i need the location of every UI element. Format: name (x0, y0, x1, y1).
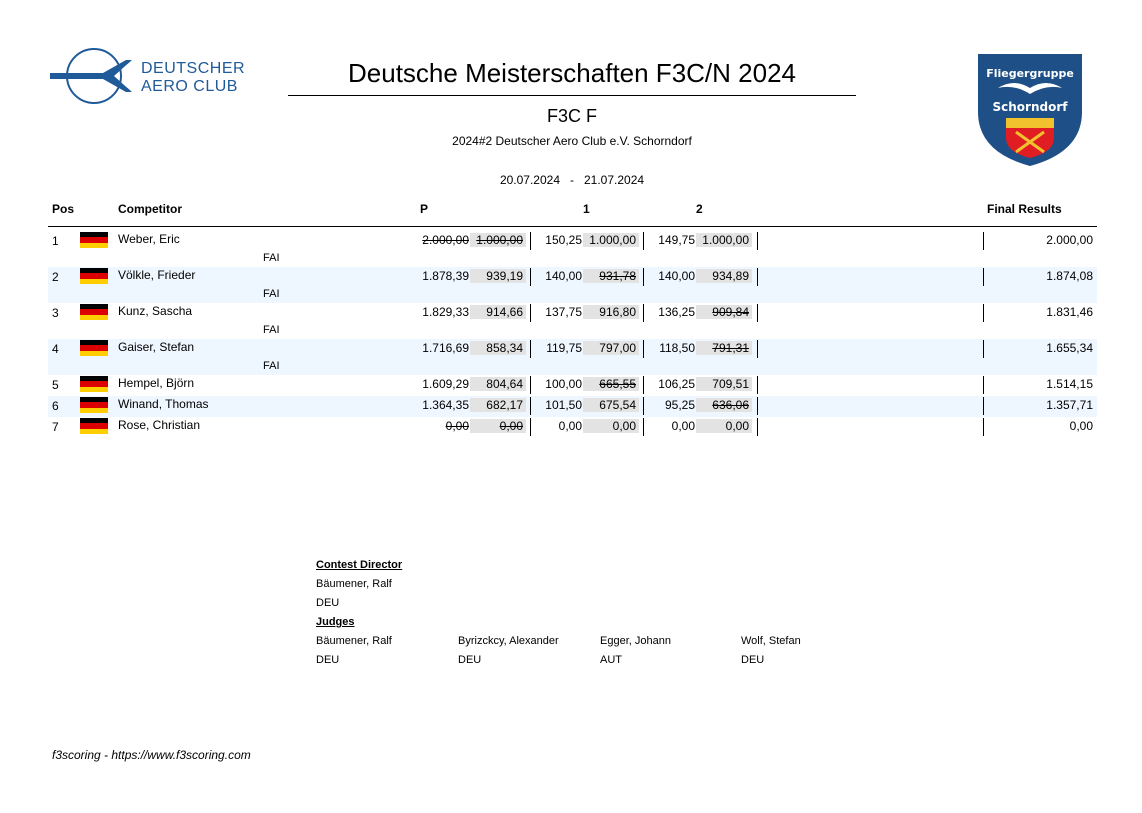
badge-line2: Schorndorf (992, 100, 1068, 114)
score-p-norm: 858,34 (470, 341, 526, 355)
column-separator (530, 418, 531, 436)
score-r1-raw: 119,75 (546, 341, 582, 355)
column-separator (530, 340, 531, 358)
dac-logo-line2: AERO CLUB (141, 78, 238, 95)
germany-flag-icon (80, 340, 108, 356)
score-r2-raw: 149,75 (658, 233, 695, 247)
table-row (48, 267, 1097, 303)
judge-name: Egger, Johann (600, 635, 671, 647)
score-p-norm: 0,00 (470, 419, 526, 433)
score-r1-raw: 140,00 (545, 269, 582, 283)
column-separator (757, 418, 758, 436)
column-separator (983, 397, 984, 415)
score-p-raw: 1.609,29 (422, 377, 469, 391)
position-cell: 3 (52, 306, 59, 320)
score-p-raw: 2.000,00 (422, 233, 469, 247)
score-p-norm: 1.000,00 (470, 233, 526, 247)
column-separator (983, 268, 984, 286)
score-final: 0,00 (1069, 419, 1093, 433)
col-header-round2: 2 (696, 202, 703, 216)
aero-club-emblem-icon (48, 46, 143, 106)
footer-credit: f3scoring - https://www.f3scoring.com (52, 748, 251, 762)
judge-country: AUT (600, 654, 622, 666)
judge-name: Wolf, Stefan (741, 635, 801, 647)
score-r1-norm: 1.000,00 (583, 233, 639, 247)
score-p-raw: 1.364,35 (422, 398, 469, 412)
table-row (48, 231, 1097, 267)
col-header-p: P (420, 202, 429, 216)
column-separator (643, 397, 644, 415)
competitor-name: Rose, Christian (118, 418, 201, 432)
score-p-raw: 1.878,39 (422, 269, 469, 283)
score-r1-raw: 150,25 (545, 233, 582, 247)
fai-label: FAI (263, 324, 280, 336)
competitor-name: Völkle, Frieder (118, 268, 196, 282)
germany-flag-icon (80, 232, 108, 248)
class-subtitle: F3C F (546, 106, 597, 126)
column-separator (757, 268, 758, 286)
position-cell: 4 (52, 342, 59, 356)
score-r1-raw: 101,50 (545, 398, 582, 412)
judge-country: DEU (316, 654, 340, 666)
judges-label: Judges (316, 616, 355, 628)
germany-flag-icon (80, 397, 108, 413)
column-separator (530, 268, 531, 286)
column-separator (643, 268, 644, 286)
col-header-pos: Pos (52, 202, 75, 216)
score-r2-norm: 909,84 (696, 305, 752, 319)
badge-line1: Fliegergruppe (986, 67, 1074, 80)
column-separator (757, 232, 758, 250)
competitor-name: Gaiser, Stefan (118, 340, 195, 354)
column-separator (530, 376, 531, 394)
score-p-raw: 1.716,69 (422, 341, 469, 355)
score-r2-norm: 791,31 (696, 341, 752, 355)
score-final: 1.874,08 (1046, 269, 1093, 283)
position-cell: 7 (52, 420, 59, 434)
director-country: DEU (316, 597, 340, 609)
score-p-raw: 1.829,33 (422, 305, 469, 319)
score-p-raw: 0,00 (445, 419, 469, 433)
score-r2-raw: 118,50 (659, 341, 695, 355)
column-separator (530, 397, 531, 415)
germany-flag-icon (80, 376, 108, 392)
table-row (48, 417, 1097, 438)
column-separator (983, 418, 984, 436)
club-shield-icon (976, 52, 1084, 168)
column-separator (643, 418, 644, 436)
column-separator (530, 232, 531, 250)
score-r1-raw: 100,00 (545, 377, 582, 391)
column-separator (983, 340, 984, 358)
score-r1-norm: 665,55 (583, 377, 639, 391)
judge-name: Byrizckcy, Alexander (458, 635, 559, 647)
club-badge (976, 52, 1084, 168)
score-final: 1.357,71 (1046, 398, 1093, 412)
column-separator (983, 304, 984, 322)
column-separator (757, 376, 758, 394)
table-row (48, 339, 1097, 375)
table-row (48, 375, 1097, 396)
table-row (48, 303, 1097, 339)
col-header-competitor: Competitor (118, 202, 182, 216)
score-r2-norm: 934,89 (696, 269, 752, 283)
germany-flag-icon (80, 418, 108, 434)
score-final: 2.000,00 (1046, 233, 1093, 247)
director-label: Contest Director (316, 559, 403, 571)
germany-flag-icon (80, 304, 108, 320)
column-separator (643, 376, 644, 394)
competitor-name: Weber, Eric (118, 232, 180, 246)
score-p-norm: 682,17 (470, 398, 526, 412)
fai-label: FAI (263, 252, 280, 264)
title-divider (288, 95, 856, 96)
competitor-name: Hempel, Björn (118, 376, 195, 390)
column-separator (643, 232, 644, 250)
score-r2-norm: 1.000,00 (696, 233, 752, 247)
column-separator (643, 304, 644, 322)
fai-label: FAI (263, 288, 280, 300)
fai-label: FAI (263, 360, 280, 372)
score-r1-norm: 675,54 (583, 398, 639, 412)
header-divider (48, 226, 1097, 227)
score-r1-norm: 916,80 (583, 305, 639, 319)
score-r1-norm: 931,78 (583, 269, 639, 283)
score-r2-raw: 106,25 (658, 377, 695, 391)
score-final: 1.831,46 (1046, 305, 1093, 319)
score-r2-raw: 0,00 (671, 419, 695, 433)
column-separator (983, 376, 984, 394)
position-cell: 1 (52, 234, 59, 248)
score-r1-norm: 0,00 (583, 419, 639, 433)
score-r1-norm: 797,00 (583, 341, 639, 355)
col-header-final: Final Results (987, 202, 1062, 216)
judge-country: DEU (458, 654, 482, 666)
score-r1-raw: 137,75 (545, 305, 582, 319)
judge-country: DEU (741, 654, 765, 666)
col-header-round1: 1 (583, 202, 590, 216)
competitor-name: Kunz, Sascha (118, 304, 193, 318)
position-cell: 2 (52, 270, 59, 284)
column-separator (757, 340, 758, 358)
judge-name: Bäumener, Ralf (316, 635, 392, 647)
score-r2-raw: 136,25 (658, 305, 695, 319)
column-separator (643, 340, 644, 358)
competitor-name: Winand, Thomas (118, 397, 209, 411)
column-separator (757, 304, 758, 322)
organizer-line: 2024#2 Deutscher Aero Club e.V. Schorndorf (452, 134, 692, 148)
position-cell: 5 (52, 378, 59, 392)
score-p-norm: 804,64 (470, 377, 526, 391)
position-cell: 6 (52, 399, 59, 413)
column-separator (530, 304, 531, 322)
page-title: Deutsche Meisterschaften F3C/N 2024 (348, 58, 796, 88)
dac-logo-line1: DEUTSCHER (141, 60, 246, 77)
score-p-norm: 914,66 (470, 305, 526, 319)
score-r2-norm: 709,51 (696, 377, 752, 391)
germany-flag-icon (80, 268, 108, 284)
column-separator (757, 397, 758, 415)
score-final: 1.655,34 (1046, 341, 1093, 355)
score-r2-raw: 140,00 (658, 269, 695, 283)
score-r1-raw: 0,00 (558, 419, 582, 433)
director-name: Bäumener, Ralf (316, 578, 392, 590)
score-p-norm: 939,19 (470, 269, 526, 283)
table-row (48, 396, 1097, 417)
column-separator (983, 232, 984, 250)
score-r2-raw: 95,25 (664, 398, 695, 412)
score-r2-norm: 636,06 (696, 398, 752, 412)
score-final: 1.514,15 (1046, 377, 1093, 391)
date-range: 20.07.2024 - 21.07.2024 (499, 173, 645, 187)
score-r2-norm: 0,00 (696, 419, 752, 433)
